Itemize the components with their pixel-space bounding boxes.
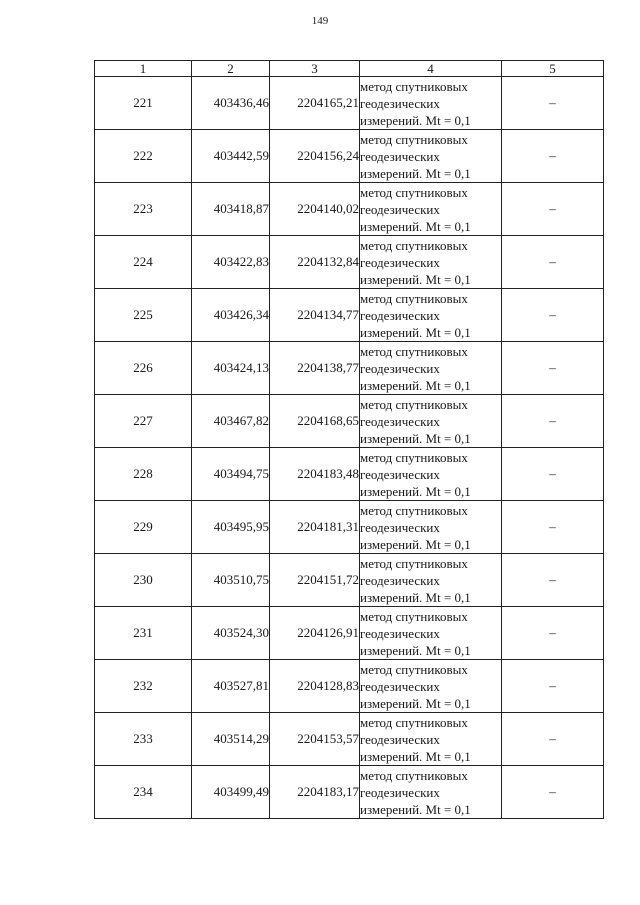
method-line: геодезических (360, 519, 440, 535)
table-header-row (95, 61, 604, 77)
method-line: измерений. Mt = 0,1 (360, 801, 471, 817)
x-coordinate-cell: 403510,75 (192, 554, 270, 607)
method-cell (360, 289, 502, 342)
note-cell: – (502, 395, 604, 448)
y-coordinate-cell: 2204128,83 (270, 660, 360, 713)
method-line: геодезических (360, 413, 440, 429)
table-row (95, 130, 604, 183)
y-coordinate-cell: 2204183,17 (270, 766, 360, 819)
note-cell: – (502, 660, 604, 713)
table-row (95, 501, 604, 554)
column-header-3: 3 (270, 61, 360, 77)
coordinates-table (94, 60, 604, 819)
method-line: измерений. Mt = 0,1 (360, 112, 471, 128)
y-coordinate-cell: 2204153,57 (270, 713, 360, 766)
note-cell: – (502, 289, 604, 342)
note-cell: – (502, 183, 604, 236)
method-cell (360, 554, 502, 607)
y-coordinate-cell: 2204165,21 (270, 77, 360, 130)
y-coordinate-cell: 2204151,72 (270, 554, 360, 607)
x-coordinate-cell: 403426,34 (192, 289, 270, 342)
method-line: геодезических (360, 466, 440, 482)
x-coordinate-cell: 403494,75 (192, 448, 270, 501)
method-cell (360, 236, 502, 289)
method-line: метод спутниковых (360, 608, 468, 624)
x-coordinate-cell: 403527,81 (192, 660, 270, 713)
x-coordinate-cell: 403467,82 (192, 395, 270, 448)
method-line: метод спутниковых (360, 767, 468, 783)
point-number-cell: 233 (95, 713, 192, 766)
point-number-cell: 227 (95, 395, 192, 448)
table-row (95, 236, 604, 289)
note-cell: – (502, 448, 604, 501)
method-line: геодезических (360, 625, 440, 641)
note-cell: – (502, 713, 604, 766)
method-cell (360, 130, 502, 183)
method-cell (360, 342, 502, 395)
x-coordinate-cell: 403436,46 (192, 77, 270, 130)
table-row (95, 607, 604, 660)
point-number-cell: 230 (95, 554, 192, 607)
x-coordinate-cell: 403422,83 (192, 236, 270, 289)
point-number-cell: 223 (95, 183, 192, 236)
column-header-1: 1 (95, 61, 192, 77)
method-line: геодезических (360, 201, 440, 217)
point-number-cell: 229 (95, 501, 192, 554)
method-line: метод спутниковых (360, 396, 468, 412)
table-row (95, 395, 604, 448)
method-cell (360, 607, 502, 660)
method-cell (360, 183, 502, 236)
method-cell (360, 501, 502, 554)
method-line: геодезических (360, 360, 440, 376)
table-row (95, 77, 604, 130)
method-line: геодезических (360, 254, 440, 270)
y-coordinate-cell: 2204156,24 (270, 130, 360, 183)
x-coordinate-cell: 403495,95 (192, 501, 270, 554)
x-coordinate-cell: 403418,87 (192, 183, 270, 236)
note-cell: – (502, 130, 604, 183)
table-row (95, 448, 604, 501)
method-line: метод спутниковых (360, 184, 468, 200)
method-cell (360, 395, 502, 448)
point-number-cell: 234 (95, 766, 192, 819)
method-line: метод спутниковых (360, 78, 468, 94)
x-coordinate-cell: 403499,49 (192, 766, 270, 819)
method-line: метод спутниковых (360, 131, 468, 147)
method-line: измерений. Mt = 0,1 (360, 589, 471, 605)
point-number-cell: 222 (95, 130, 192, 183)
method-line: измерений. Mt = 0,1 (360, 430, 471, 446)
y-coordinate-cell: 2204140,02 (270, 183, 360, 236)
method-cell (360, 660, 502, 713)
table-row (95, 713, 604, 766)
point-number-cell: 224 (95, 236, 192, 289)
table-body (95, 77, 604, 819)
method-cell (360, 766, 502, 819)
method-line: геодезических (360, 95, 440, 111)
y-coordinate-cell: 2204181,31 (270, 501, 360, 554)
method-line: геодезических (360, 784, 440, 800)
point-number-cell: 228 (95, 448, 192, 501)
method-line: измерений. Mt = 0,1 (360, 324, 471, 340)
method-line: геодезических (360, 307, 440, 323)
method-line: измерений. Mt = 0,1 (360, 218, 471, 234)
method-line: метод спутниковых (360, 714, 468, 730)
method-line: измерений. Mt = 0,1 (360, 748, 471, 764)
method-line: измерений. Mt = 0,1 (360, 642, 471, 658)
method-line: метод спутниковых (360, 237, 468, 253)
method-line: измерений. Mt = 0,1 (360, 536, 471, 552)
table-row (95, 342, 604, 395)
point-number-cell: 232 (95, 660, 192, 713)
y-coordinate-cell: 2204183,48 (270, 448, 360, 501)
table-row (95, 554, 604, 607)
y-coordinate-cell: 2204132,84 (270, 236, 360, 289)
method-line: измерений. Mt = 0,1 (360, 377, 471, 393)
table-row (95, 660, 604, 713)
method-cell (360, 77, 502, 130)
column-header-5: 5 (502, 61, 604, 77)
table-row (95, 766, 604, 819)
y-coordinate-cell: 2204168,65 (270, 395, 360, 448)
point-number-cell: 226 (95, 342, 192, 395)
method-line: геодезических (360, 148, 440, 164)
method-cell (360, 713, 502, 766)
table-row (95, 289, 604, 342)
note-cell: – (502, 342, 604, 395)
point-number-cell: 221 (95, 77, 192, 130)
method-line: измерений. Mt = 0,1 (360, 165, 471, 181)
method-line: метод спутниковых (360, 555, 468, 571)
method-cell (360, 448, 502, 501)
y-coordinate-cell: 2204134,77 (270, 289, 360, 342)
method-line: метод спутниковых (360, 502, 468, 518)
note-cell: – (502, 236, 604, 289)
method-line: измерений. Mt = 0,1 (360, 271, 471, 287)
method-line: метод спутниковых (360, 661, 468, 677)
point-number-cell: 231 (95, 607, 192, 660)
x-coordinate-cell: 403424,13 (192, 342, 270, 395)
note-cell: – (502, 554, 604, 607)
note-cell: – (502, 766, 604, 819)
method-line: геодезических (360, 731, 440, 747)
method-line: метод спутниковых (360, 449, 468, 465)
page-number: 149 (311, 15, 329, 27)
note-cell: – (502, 607, 604, 660)
point-number-cell: 225 (95, 289, 192, 342)
method-line: метод спутниковых (360, 343, 468, 359)
x-coordinate-cell: 403442,59 (192, 130, 270, 183)
method-line: геодезических (360, 678, 440, 694)
table-row (95, 183, 604, 236)
method-line: измерений. Mt = 0,1 (360, 483, 471, 499)
x-coordinate-cell: 403524,30 (192, 607, 270, 660)
column-header-4: 4 (360, 61, 502, 77)
method-line: геодезических (360, 572, 440, 588)
y-coordinate-cell: 2204126,91 (270, 607, 360, 660)
x-coordinate-cell: 403514,29 (192, 713, 270, 766)
column-header-2: 2 (192, 61, 270, 77)
method-line: метод спутниковых (360, 290, 468, 306)
note-cell: – (502, 77, 604, 130)
note-cell: – (502, 501, 604, 554)
y-coordinate-cell: 2204138,77 (270, 342, 360, 395)
method-line: измерений. Mt = 0,1 (360, 695, 471, 711)
